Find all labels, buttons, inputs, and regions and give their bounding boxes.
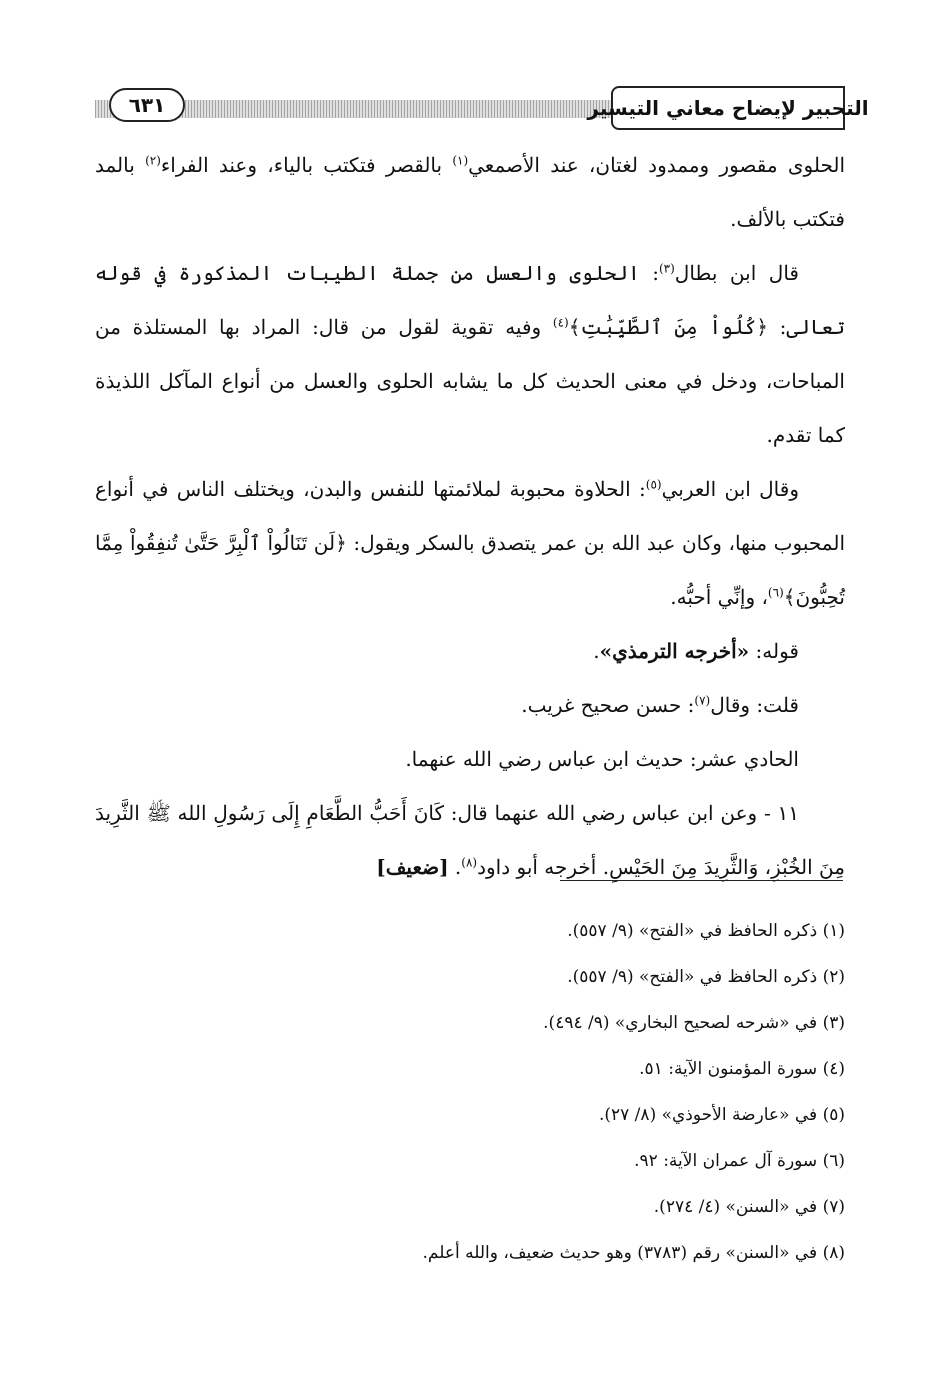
paragraph-6-text: الحادي عشر: حديث ابن عباس رضي الله عنهما. [405,747,799,771]
paragraph-5 [95,678,845,732]
footnote-2: (٢) ذكره الحافظ في «الفتح» (٩/ ٥٥٧). [567,967,845,987]
footnote-4: (٤) سورة المؤمنون الآية: ٥١. [639,1059,845,1079]
main-text [95,138,845,894]
paragraph-2 [95,246,845,462]
paragraph-4 [95,624,845,678]
paragraph-1-text: الحلوى مقصور وممدود لغتان، عند الأصمعي [468,153,846,177]
footnote-ref-7: (٧) [694,693,711,708]
footnote-5: (٥) في «عارضة الأحوذي» (٨/ ٢٧). [598,1105,845,1125]
paragraph-4-label: قوله: [749,639,799,663]
page-number: ٦٣١ [128,93,166,117]
running-header [95,86,869,134]
footnote-ref-4: (٤) [552,315,569,330]
page-number-badge [109,88,185,122]
paragraph-2-end: وفيه تقوية لقول من قال: المراد بها المستلذة من المباحات، ودخل في معنى الحديث كل ما يشابه الحلوى والعسل من أنواع المآكل اللذيذة كما تقدم. [95,315,845,447]
paragraph-1 [95,138,845,246]
footnote-8: (٨) في «السنن» رقم (٣٧٨٣) وهو حديث ضعيف، والله أعلم. [422,1243,845,1263]
paragraph-4-bold: «أخرجه الترمذي» [599,639,750,663]
paragraph-7-end: . [448,855,462,879]
footnote-ref-1: (١) [452,153,469,168]
footnote-ref-6: (٦) [767,585,784,600]
footnote-ref-8: (٨) [461,855,478,870]
paragraph-1-middle: بالقصر فتكتب بالياء، وعند الفراء [160,153,453,177]
footnote-3: (٣) في «شرحه لصحيح البخاري» (٩/ ٤٩٤). [543,1013,845,1033]
paragraph-2-start: قال ابن بطال [674,261,799,285]
footnote-ref-2: (٢) [145,153,161,168]
footnotes [95,908,845,1276]
paragraph-3-middle: : الحلاوة محبوبة لملائمتها للنفس والبدن، ويختلف الناس في أنواع المحبوب منها، وكان عبد الله بن عمر يتصدق بالسكر ويقول: ﴿لَن تَنَالُواْ ٱلْبِرَّ حَتَّىٰ تُنفِقُواْ مِمَّا تُحِبُّونَ﴾ [95,477,845,609]
paragraph-7-start: ١١ - وعن ابن عباس رضي الله عنهما قال: كَانَ أَحَبُّ الطَّعَامِ إِلَى رَسُولِ الله ﷺ الثَّرِيدَ مِنَ الخُبْزِ، وَالثَّرِيدَ مِنَ الحَيْسِ. أخرجه أبو داود [95,801,845,879]
footnote-6: (٦) سورة آل عمران الآية: ٩٢. [634,1151,845,1171]
paragraph-6 [95,732,845,786]
book-title: التحبير لإيضاح معاني التيسير [587,96,869,120]
book-title-box [587,86,869,130]
hadith-grade: [ضعيف] [376,855,449,879]
footnote-1: (١) ذكره الحافظ في «الفتح» (٩/ ٥٥٧). [567,921,845,941]
paragraph-5-end: : حسن صحيح غريب. [521,693,695,717]
paragraph-2-middle: : الحلوى والعسل من جملة الطيبات المذكورة في قوله تعالى: ﴿كُلُواْ مِنَ ٱلطَّيِّبَٰتِ﴾ [95,261,846,339]
footnote-7: (٧) في «السنن» (٤/ ٢٧٤). [653,1197,845,1217]
paragraph-3-end: ، وإنِّي أحبُّه. [670,585,768,609]
paragraph-5-start: قلت: وقال [710,693,799,717]
footnote-ref-5: (٥) [645,477,662,492]
footnote-separator [560,880,843,881]
paragraph-4-end: . [593,639,600,663]
paragraph-3-start: وقال ابن العربي [661,477,799,501]
paragraph-1-end: بالمد فتكتب بالألف. [95,153,845,231]
paragraph-7 [95,786,845,894]
footnote-ref-3: (٣) [658,261,675,276]
paragraph-3 [95,462,845,624]
